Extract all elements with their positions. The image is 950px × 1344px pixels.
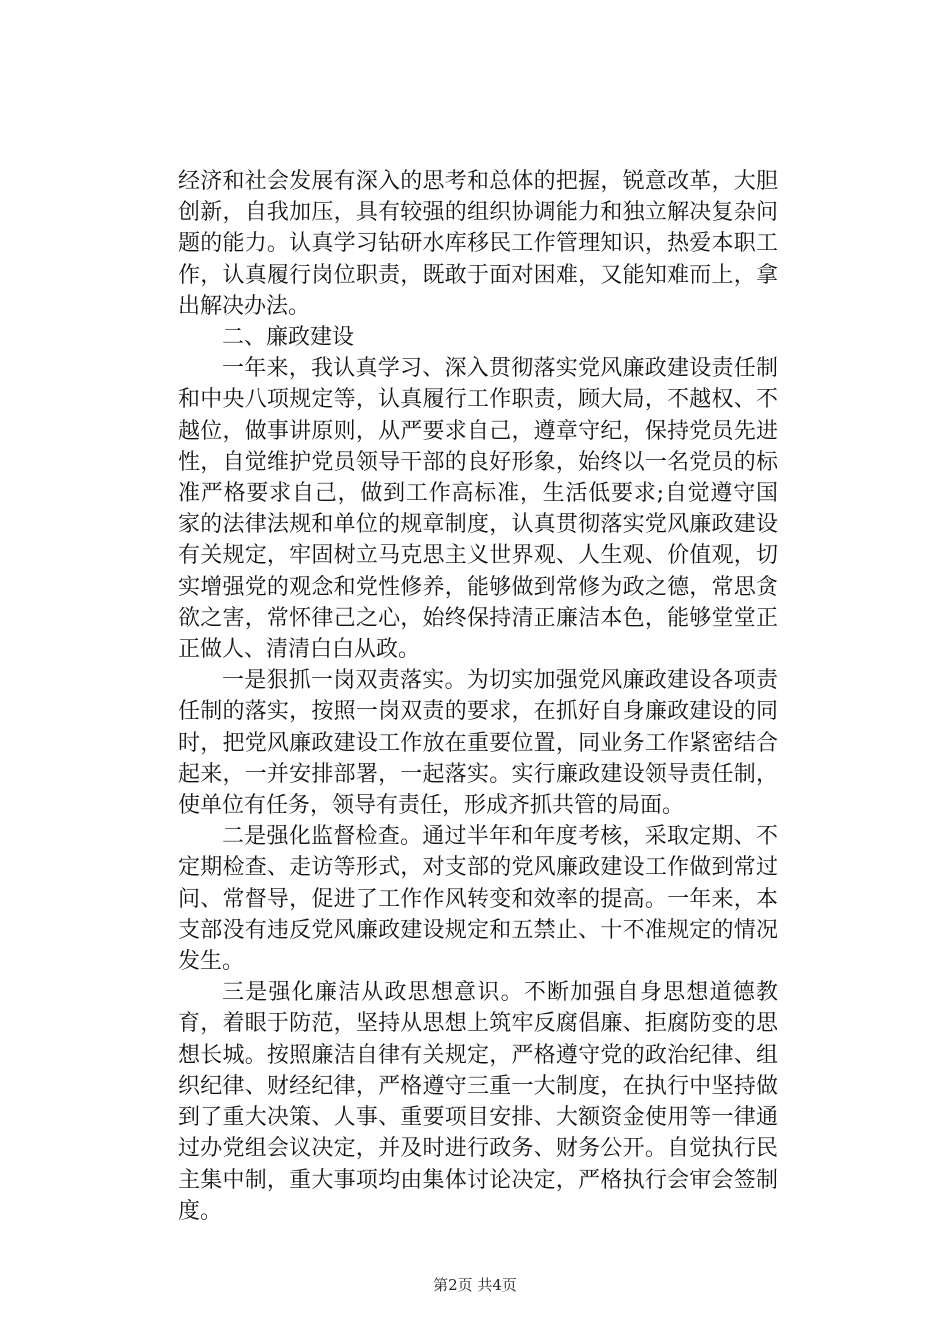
paragraph: 二是强化监督检查。通过半年和年度考核，采取定期、不定期检查、走访等形式，对支部的党风廉政建设工作做到常过问、常督导，促进了工作作风转变和效率的提高。一年来，本支部没有违反党风廉政建设规定和五禁止、十不准规定的情况发生。 [178,824,778,975]
paragraph-continuation: 经济和社会发展有深入的思考和总体的把握，锐意改革，大胆创新，自我加压，具有较强的组织协调能力和独立解决复杂问题的能力。认真学习钻研水库移民工作管理知识，热爱本职工作，认真履行岗位职责，既敢于面对困难，又能知难而上，拿出解决办法。 [178,169,778,319]
paragraph: 一是狠抓一岗双责落实。为切实加强党风廉政建设各项责任制的落实，按照一岗双责的要求，在抓好自身廉政建设的同时，把党风廉政建设工作放在重要位置，同业务工作紧密结合起来，一并安排部署，一起落实。实行廉政建设领导责任制，使单位有任务，领导有责任，形成齐抓共管的局面。 [178,668,778,819]
section-heading: 二、廉政建设 [222,325,355,351]
document-body [178,166,778,1227]
page-number-footer: 第2页 共4页 [433,1276,517,1294]
paragraph: 三是强化廉洁从政思想意识。不断加强自身思想道德教育，着眼于防范，坚持从思想上筑牢反腐倡廉、拒腐防变的思想长城。按照廉洁自律有关规定，严格遵守党的政治纪律、组织纪律、财经纪律，严格遵守三重一大制度，在执行中坚持做到了重大决策、人事、重要项目安排、大额资金使用等一律通过办党组会议决定，并及时进行政务、财务公开。自觉执行民主集中制，重大事项均由集体讨论决定，严格执行会审会签制度。 [178,980,778,1224]
paragraph: 一年来，我认真学习、深入贯彻落实党风廉政建设责任制和中央八项规定等，认真履行工作职责，顾大局，不越权、不越位，做事讲原则，从严要求自己，遵章守纪，保持党员先进性，自觉维护党员领导干部的良好形象，始终以一名党员的标准严格要求自己，做到工作高标准，生活低要求;自觉遵守国家的法律法规和单位的规章制度，认真贯彻落实党风廉政建设有关规定，牢固树立马克思主义世界观、人生观、价值观，切实增强党的观念和党性修养，能够做到常修为政之德，常思贪欲之害，常怀律己之心，始终保持清正廉洁本色，能够堂堂正正做人、清清白白从政。 [178,356,778,663]
